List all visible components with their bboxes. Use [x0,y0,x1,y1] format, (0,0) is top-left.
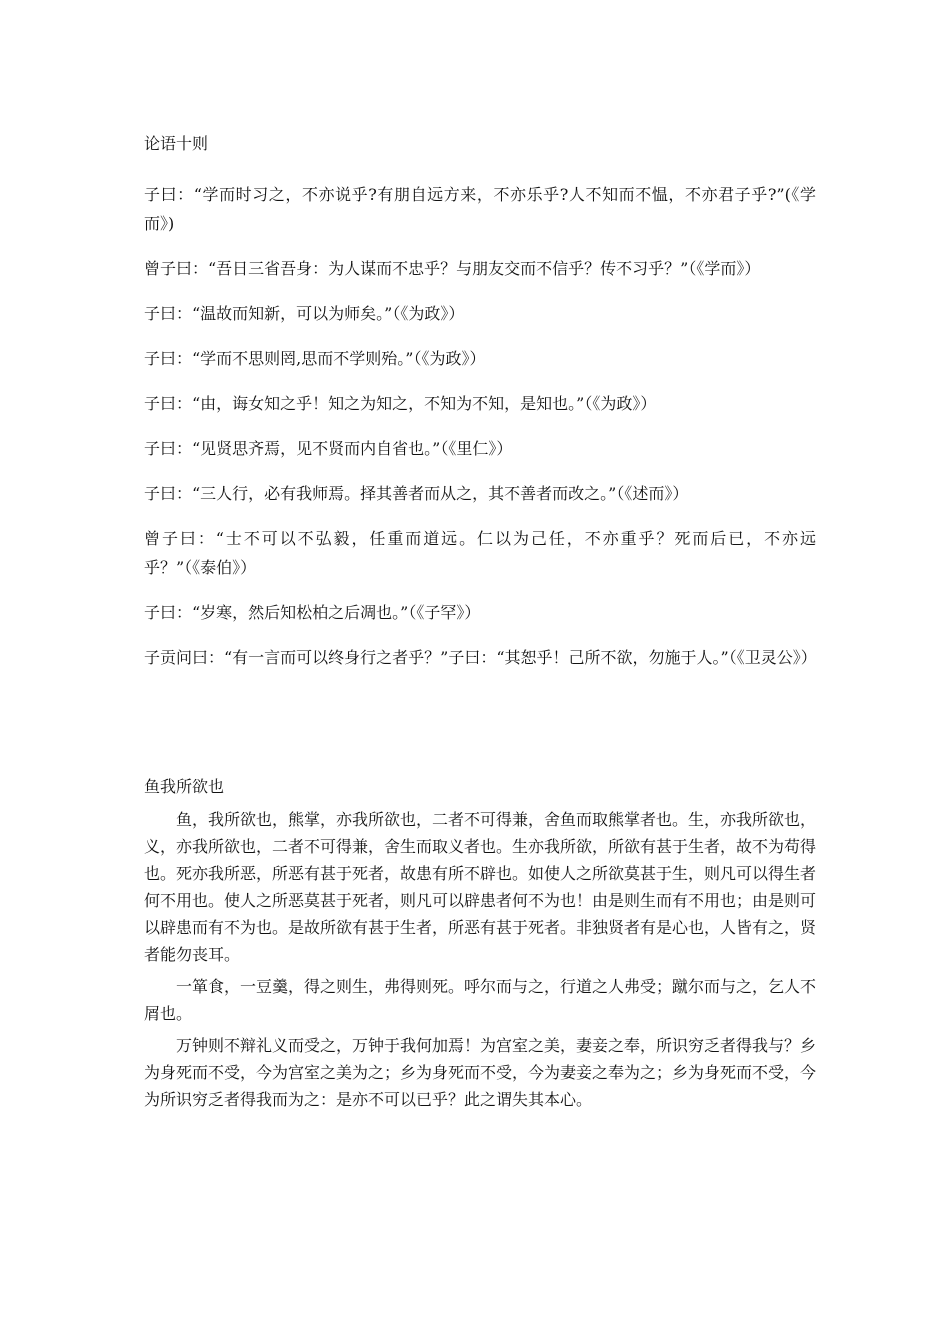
yuwo-body [144,806,816,1118]
lunyu-item-5: 子曰：“由，诲女知之乎！知之为知之，不知为不知，是知也。”（《为政》） [144,394,657,413]
lunyu-item-9: 子曰：“岁寒，然后知松柏之后凋也。”（《子罕》） [144,603,481,622]
lunyu-item-2: 曾子曰：“吾日三省吾身：为人谋而不忠乎？与朋友交而不信乎？传不习乎？”（《学而》） [144,259,761,278]
yuwo-paragraph-2: 一箪食，一豆羹，得之则生，弗得则死。呼尔而与之，行道之人弗受；蹴尔而与之，乞人不屑也。 [144,977,817,1023]
lunyu-list [144,180,816,688]
lunyu-item-10: 子贡问曰：“有一言而可以终身行之者乎？”子曰：“其恕乎！己所不欲，勿施于人。”（《卫灵公》） [144,648,817,667]
yuwo-paragraph-3: 万钟则不辩礼义而受之，万钟于我何加焉！为宫室之美，妻妾之奉，所识穷乏者得我与？乡为身死而不受，今为宫室之美为之；乡为身死而不受，今为妻妾之奉为之；乡为身死而不受，今为所识穷乏者得我而为之：是亦不可以已乎？此之谓失其本心。 [144,1036,817,1109]
yuwo-paragraph-1: 鱼，我所欲也，熊掌，亦我所欲也，二者不可得兼，舍鱼而取熊掌者也。生，亦我所欲也，义，亦我所欲也，二者不可得兼，舍生而取义者也。生亦我所欲，所欲有甚于生者，故不为苟得也。死亦我所恶，所恶有甚于死者，故患有所不辟也。如使人之所欲莫甚于生，则凡可以得生者何不用也。使人之所恶莫甚于死者，则凡可以辟患者何不为也！由是则生而有不用也；由是则可以辟患而有不为也。是故所欲有甚于生者，所恶有甚于死者。非独贤者有是心也，人皆有之，贤者能勿丧耳。 [144,810,817,964]
lunyu-item-1: 子曰：“学而时习之，不亦说乎?有朋自远方来，不亦乐乎?人不知而不愠，不亦君子乎?”(《学而》) [144,185,816,233]
lunyu-item-7: 子曰：“三人行，必有我师焉。择其善者而从之，其不善者而改之。”（《述而》） [144,484,689,503]
lunyu-title: 论语十则 [144,134,209,153]
lunyu-item-8: 曾子曰：“士不可以不弘毅，任重而道远。仁以为己任，不亦重乎？死而后已，不亦远乎？”（《泰伯》） [144,529,816,577]
yuwo-title: 鱼我所欲也 [144,777,225,796]
lunyu-item-4: 子曰：“学而不思则罔,思而不学则殆。”（《为政》） [144,349,486,368]
lunyu-item-3: 子曰：“温故而知新，可以为师矣。”（《为政》） [144,304,465,323]
lunyu-item-6: 子曰：“见贤思齐焉，见不贤而内自省也。”（《里仁》） [144,439,513,458]
